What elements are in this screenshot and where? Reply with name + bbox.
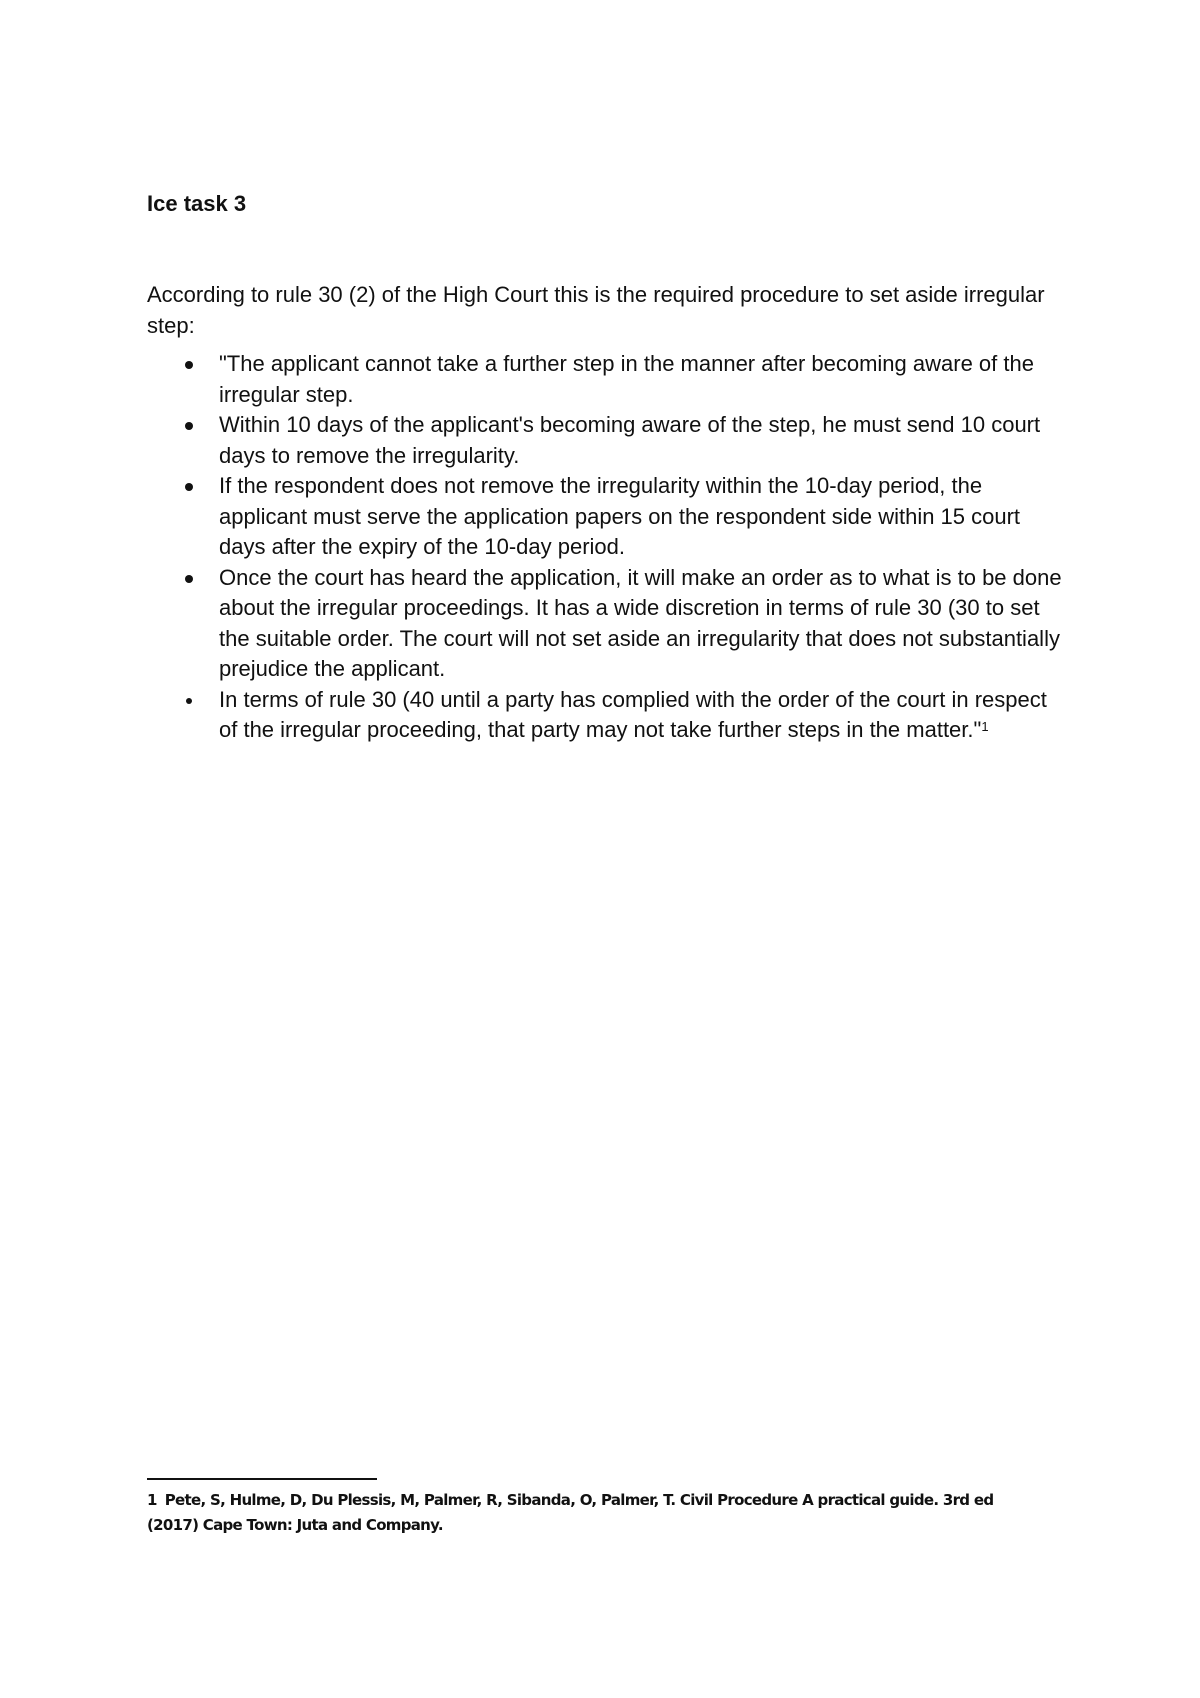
list-item-text: Within 10 days of the applicant's becoming aware of the step, he must send 10 court days to remove the irregularity. [219,412,1041,468]
bullet-icon [185,483,193,491]
list-item-text: If the respondent does not remove the irregularity within the 10-day period, the applicant must serve the application papers on the respondent side within 15 court days after the expiry of the 10-day period. [219,473,1021,559]
list-item [147,685,1067,746]
list-item-text: Once the court has heard the application, it will make an order as to what is to be done about the irregular proceedings. It has a wide discretion in terms of rule 30 (30 to set the suitable order. The court will not set aside an irregularity that does not substantially prejudice the applicant. [219,564,1062,681]
list-item [147,349,1067,410]
bullet-icon [186,698,192,704]
intro-paragraph: According to rule 30 (2) of the High Court this is the required procedure to set aside irregular step: [147,282,1045,338]
list-item [147,563,1067,685]
footnote-separator [147,1478,377,1480]
bullet-icon [185,422,193,430]
list-item-text: In terms of rule 30 (40 until a party has complied with the order of the court in respect of the irregular proceeding, that party may not take further steps in the matter." [219,686,1047,742]
procedure-list [147,349,1067,746]
footnote [147,1488,1047,1538]
bullet-icon [185,361,193,369]
list-item-text: "The applicant cannot take a further step in the manner after becoming aware of the irregular step. [219,351,1034,407]
list-item [147,410,1067,471]
footnote-text: Pete, S, Hulme, D, Du Plessis, M, Palmer, R, Sibanda, O, Palmer, T. Civil Procedure A practical guide. 3rd ed (2017) Cape Town: Juta and Company. [147,1491,994,1534]
page-title: Ice task 3 [147,191,247,216]
footnote-reference[interactable]: 1 [981,719,989,734]
bullet-icon [185,575,193,583]
footnote-number: 1 [147,1491,157,1509]
document-body [147,190,1067,746]
list-item [147,471,1067,563]
